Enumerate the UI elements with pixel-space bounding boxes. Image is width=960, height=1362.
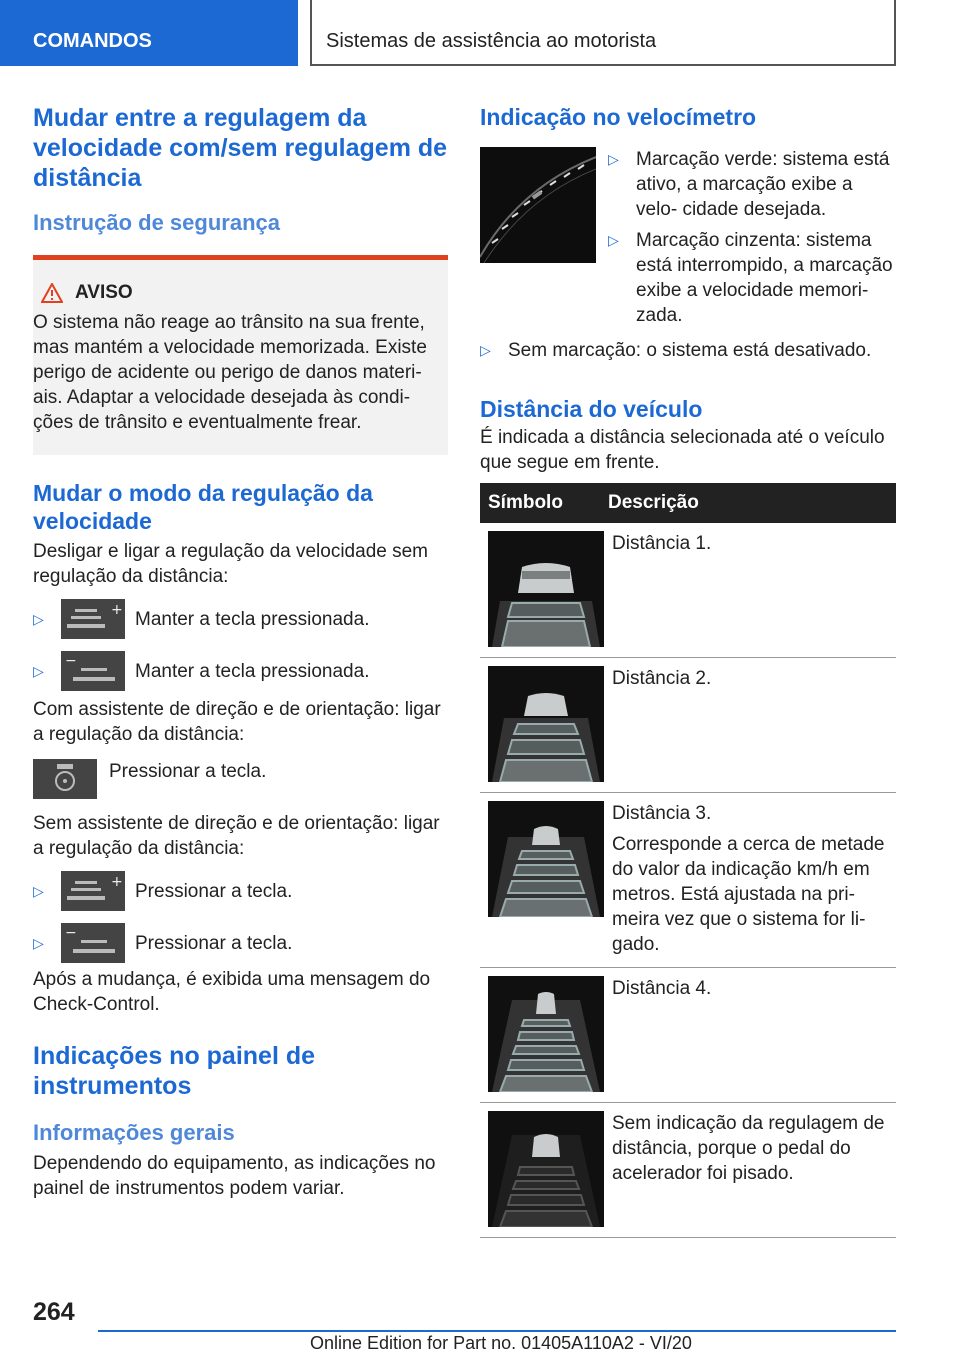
bullet-3: Pressionar a tecla. bbox=[33, 759, 448, 799]
triangle-bullet-icon: ▷ bbox=[33, 662, 44, 679]
section-title: Sistemas de assistência ao motorista bbox=[312, 0, 896, 66]
heading-safety: Instrução de segurança bbox=[33, 210, 280, 235]
heading-switch-regulation: Mudar entre a regulagem da velocidade com/sem regulagem de distância bbox=[33, 104, 448, 192]
triangle-bullet-icon: ▷ bbox=[33, 934, 44, 951]
right-column bbox=[480, 100, 896, 1238]
distance-4-icon bbox=[488, 976, 604, 1092]
steering-assistant-key-icon bbox=[33, 759, 97, 799]
triangle-bullet-icon: ▷ bbox=[33, 882, 44, 899]
distance-plus-key-icon bbox=[61, 599, 125, 639]
paragraph-2: Com assistente de direção e de orientação: ligar a regulação da distância: bbox=[33, 699, 441, 745]
paragraph-5: Dependendo do equipamento, as indicações no painel de instrumentos podem variar. bbox=[33, 1153, 436, 1199]
warning-text: O sistema não reage ao trânsito na sua frente, mas mantém a velocidade memorizada. Existe perigo de acidente ou perigo de danos materi- ais. Adaptar a velocidade desejada às condi- ções de trânsito e eventualmente frear. bbox=[33, 312, 427, 433]
warning-icon bbox=[41, 283, 63, 303]
bullet-5: ▷ − Pressionar a tecla. bbox=[33, 923, 448, 963]
paragraph-4: Após a mudança, é exibida uma mensagem do Check-Control. bbox=[33, 969, 431, 1015]
bullet-2: ▷ − Manter a tecla pressionada. bbox=[33, 651, 448, 691]
heading-speedometer: Indicação no velocímetro bbox=[480, 104, 757, 130]
heading-mode: Mudar o modo da regulação da velocidade bbox=[33, 480, 373, 534]
speedo-bullet-1: ▷ Marcação verde: sistema está ativo, a marcação exibe a velo- cidade desejada. bbox=[608, 149, 890, 220]
svg-text:+: + bbox=[111, 874, 123, 890]
table-row: Sem indicação da regulagem de distância, porque o pedal do acelerador foi pisado. bbox=[480, 1103, 896, 1238]
distance-minus-key-icon bbox=[61, 923, 125, 963]
table-header: Símbolo Descrição bbox=[480, 483, 896, 523]
page-header bbox=[0, 0, 960, 66]
distance-1-icon bbox=[488, 531, 604, 647]
table-row: Distância 2. bbox=[480, 658, 896, 793]
footer-rule bbox=[98, 1330, 896, 1332]
speedo-bullet-3: ▷ Sem marcação: o sistema está desativado. bbox=[480, 340, 872, 361]
speedometer-block bbox=[480, 147, 896, 328]
triangle-bullet-icon: ▷ bbox=[33, 610, 44, 627]
paragraph-distance: É indicada a distância selecionada até o veículo que segue em frente. bbox=[480, 427, 885, 473]
speedometer-image bbox=[480, 147, 596, 263]
warning-title: AVISO bbox=[41, 282, 438, 304]
chapter-tab: COMANDOS bbox=[0, 0, 298, 66]
heading-info: Informações gerais bbox=[33, 1120, 235, 1145]
table-row: Distância 1. bbox=[480, 523, 896, 658]
table-row: Distância 3. Corresponde a cerca de metade do valor da indicação km/h em metros. Está ajustada na pri- meira vez que o sistema for li- gado. bbox=[480, 793, 896, 968]
distance-table bbox=[480, 483, 896, 1238]
distance-2-icon bbox=[488, 666, 604, 782]
table-row: Distância 4. bbox=[480, 968, 896, 1103]
svg-text:−: − bbox=[65, 653, 77, 669]
svg-text:+: + bbox=[111, 602, 123, 618]
distance-minus-key-icon bbox=[61, 651, 125, 691]
distance-3-icon bbox=[488, 801, 604, 917]
footer-edition: Online Edition for Part no. 01405A110A2 - VI/20 bbox=[310, 1333, 692, 1353]
warning-box bbox=[33, 255, 448, 455]
page-number: 264 bbox=[33, 1298, 75, 1326]
paragraph-1: Desligar e ligar a regulação da velocidade sem regulação da distância: bbox=[33, 541, 429, 587]
speedo-bullet-2: ▷ Marcação cinzenta: sistema está interrompido, a marcação exibe a velocidade memori- zada. bbox=[608, 230, 893, 326]
bullet-1: ▷ + Manter a tecla pressionada. bbox=[33, 599, 448, 639]
no-distance-icon bbox=[488, 1111, 604, 1227]
heading-distance: Distância do veículo bbox=[480, 396, 703, 422]
bullet-4: ▷ + Pressionar a tecla. bbox=[33, 871, 448, 911]
triangle-bullet-icon: ▷ bbox=[608, 151, 619, 167]
triangle-bullet-icon: ▷ bbox=[608, 232, 619, 248]
paragraph-3: Sem assistente de direção e de orientação: ligar a regulação da distância: bbox=[33, 813, 440, 859]
triangle-bullet-icon: ▷ bbox=[480, 342, 491, 358]
left-column bbox=[33, 100, 448, 1201]
svg-text:−: − bbox=[65, 925, 77, 941]
heading-panel: Indicações no painel de instrumentos bbox=[33, 1042, 316, 1100]
distance-plus-key-icon bbox=[61, 871, 125, 911]
